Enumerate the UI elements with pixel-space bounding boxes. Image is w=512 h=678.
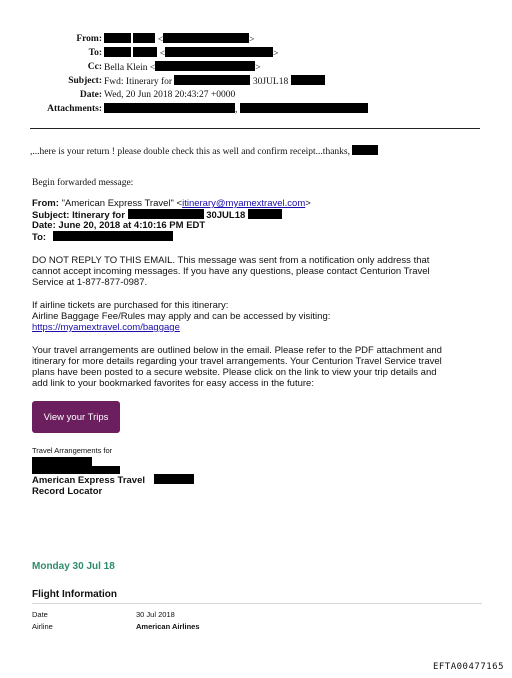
cc-label: Cc: bbox=[87, 62, 102, 72]
redaction bbox=[352, 145, 378, 155]
arrangements-paragraph: Your travel arrangements are outlined below in the email. Please refer to the PDF attachment and itinerary for more details regarding your travel arrangements. Your Centurion Travel Service travel plans have been posted to a secure website. Please click on the link to view your trip details and add link to your bookmarked favorites for easy access in the future: bbox=[32, 345, 442, 389]
redaction bbox=[53, 231, 173, 241]
cc-value: Bella Klein < > bbox=[104, 63, 261, 73]
from-label: From: bbox=[76, 34, 102, 44]
to-label: To: bbox=[88, 48, 102, 58]
subject-value: Fwd: Itinerary for 30JUL18 bbox=[104, 75, 325, 88]
redaction bbox=[133, 33, 155, 43]
redaction bbox=[104, 47, 131, 57]
fwd-from-row: From: "American Express Travel" <itinerary@myamextravel.com> bbox=[32, 198, 311, 209]
to-value: < > bbox=[104, 47, 278, 60]
flight-airline-label: Airline bbox=[32, 622, 53, 631]
fwd-subject-row: Subject: Itinerary for 30JUL18 bbox=[32, 209, 282, 221]
flight-date-label: Date bbox=[32, 610, 48, 619]
redaction bbox=[291, 75, 325, 85]
fwd-date-row: Date: June 20, 2018 at 4:10:16 PM EDT bbox=[32, 220, 206, 231]
fwd-to-row: To: bbox=[32, 231, 173, 243]
baggage-link[interactable]: https://myamextravel.com/baggage bbox=[32, 322, 180, 333]
header-divider bbox=[30, 128, 480, 129]
attachments-value: , bbox=[104, 103, 368, 116]
view-trips-button[interactable]: View your Trips bbox=[32, 401, 120, 433]
document-id: EFTA00477165 bbox=[432, 662, 504, 672]
redaction bbox=[163, 33, 249, 43]
from-value: < > bbox=[104, 33, 254, 46]
redaction bbox=[128, 209, 204, 219]
travel-arrangements-label: Travel Arrangements for bbox=[32, 446, 113, 455]
flight-info-title: Flight Information bbox=[32, 589, 117, 600]
redaction bbox=[154, 474, 194, 484]
redaction bbox=[104, 33, 131, 43]
baggage-info: If airline tickets are purchased for this itinerary: Airline Baggage Fee/Rules may apply and can be accessed by visiting: https://myamextravel.com/baggage bbox=[32, 300, 331, 333]
flight-info-divider bbox=[32, 603, 482, 604]
redaction bbox=[32, 457, 92, 466]
redaction bbox=[32, 466, 120, 474]
flight-airline-value: American Airlines bbox=[136, 622, 200, 631]
forwarded-heading: Begin forwarded message: bbox=[32, 178, 134, 188]
attachments-label: Attachments: bbox=[47, 104, 102, 114]
redaction bbox=[174, 75, 250, 85]
no-reply-notice: DO NOT REPLY TO THIS EMAIL. This message was sent from a notification only address that cannot accept incoming messages. If you have any questions, please contact Centurion Travel Service at 1-877-877-0987. bbox=[32, 255, 430, 288]
fwd-from-email-link[interactable]: itinerary@myamextravel.com bbox=[182, 198, 306, 209]
redaction bbox=[165, 47, 273, 57]
redaction bbox=[240, 103, 368, 113]
date-value: Wed, 20 Jun 2018 20:43:27 +0000 bbox=[104, 90, 236, 100]
redaction bbox=[104, 103, 235, 113]
flight-date-value: 30 Jul 2018 bbox=[136, 610, 175, 619]
day-heading: Monday 30 Jul 18 bbox=[32, 561, 115, 572]
redaction bbox=[248, 209, 282, 219]
fwd-from-label: From: bbox=[32, 198, 59, 209]
traveler-name-redaction bbox=[32, 457, 120, 474]
redaction bbox=[133, 47, 157, 57]
intro-message: ,...here is your return ! please double check this as well and confirm receipt...thanks, bbox=[30, 145, 378, 158]
arrangements-company: American Express Travel bbox=[32, 474, 194, 486]
date-label: Date: bbox=[79, 90, 102, 100]
subject-label: Subject: bbox=[68, 76, 102, 86]
redaction bbox=[155, 61, 255, 71]
record-locator-label: Record Locator bbox=[32, 486, 103, 497]
